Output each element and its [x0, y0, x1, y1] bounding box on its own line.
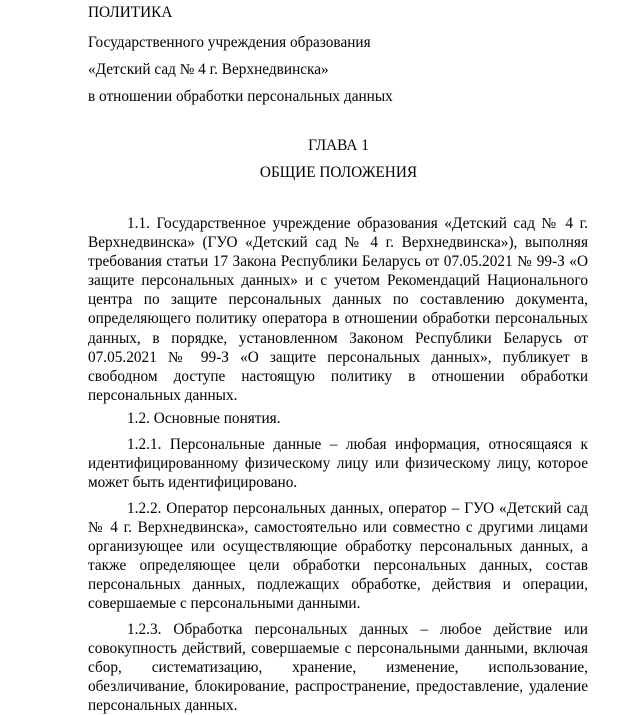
paragraph-1-2-2: 1.2.2. Оператор персональных данных, оператор – ГУО «Детский сад № 4 г. Верхнедвинска», самостоятельно или совместно с другими лицами организующее или осуществляющие обработку персональных данных, а также определяющее цели обработки персональных данных, состав персональных данных, подлежащих обработке, действия и операции, совершаемые с персональными данными. — [88, 500, 588, 613]
chapter-number: ГЛАВА 1 — [308, 137, 369, 154]
chapter-title: ОБЩИЕ ПОЛОЖЕНИЯ — [259, 164, 418, 181]
paragraph-1-2: 1.2. Основные понятия. — [127, 410, 281, 427]
paragraph-1-1: 1.1. Государственное учреждение образования «Детский сад № 4 г. Верхнедвинска» (ГУО «Детский сад № 4 г. Верхнедвинска»), выполняя требования статьи 17 Закона Республики Беларусь от 07.05.2021 № 99-З «О защите персональных данных» и с учетом Рекомендаций Национального центра по защите персональных данных по составлению документа, определяющего политику оператора в отношении обработки персональных данных, в порядке, установленном Законом Республики Беларусь от 07.05.2021 № 99-З «О защите персональных данных», публикует в свободном доступе настоящую политику в отношении обработки персональных данных. — [88, 215, 588, 404]
institution-type-line: Государственного учреждения образования — [88, 34, 371, 51]
paragraph-1-2-1: 1.2.1. Персональные данные – любая информация, относящаяся к идентифицированному физическому лицу или физическому лицу, которое может быть идентифицировано. — [88, 436, 588, 492]
paragraph-1-2-3: 1.2.3. Обработка персональных данных – любое действие или совокупность действий, совершаемые с персональными данными, включая сбор, систематизацию, хранение, изменение, использование, обезличивание, блокирование, распространение, предоставление, удаление персональных данных. — [88, 621, 588, 715]
institution-name-line: «Детский сад № 4 г. Верхнедвинска» — [88, 61, 329, 78]
document-subject-line: в отношении обработки персональных данных — [88, 88, 393, 105]
document-type-heading: ПОЛИТИКА — [88, 4, 173, 21]
